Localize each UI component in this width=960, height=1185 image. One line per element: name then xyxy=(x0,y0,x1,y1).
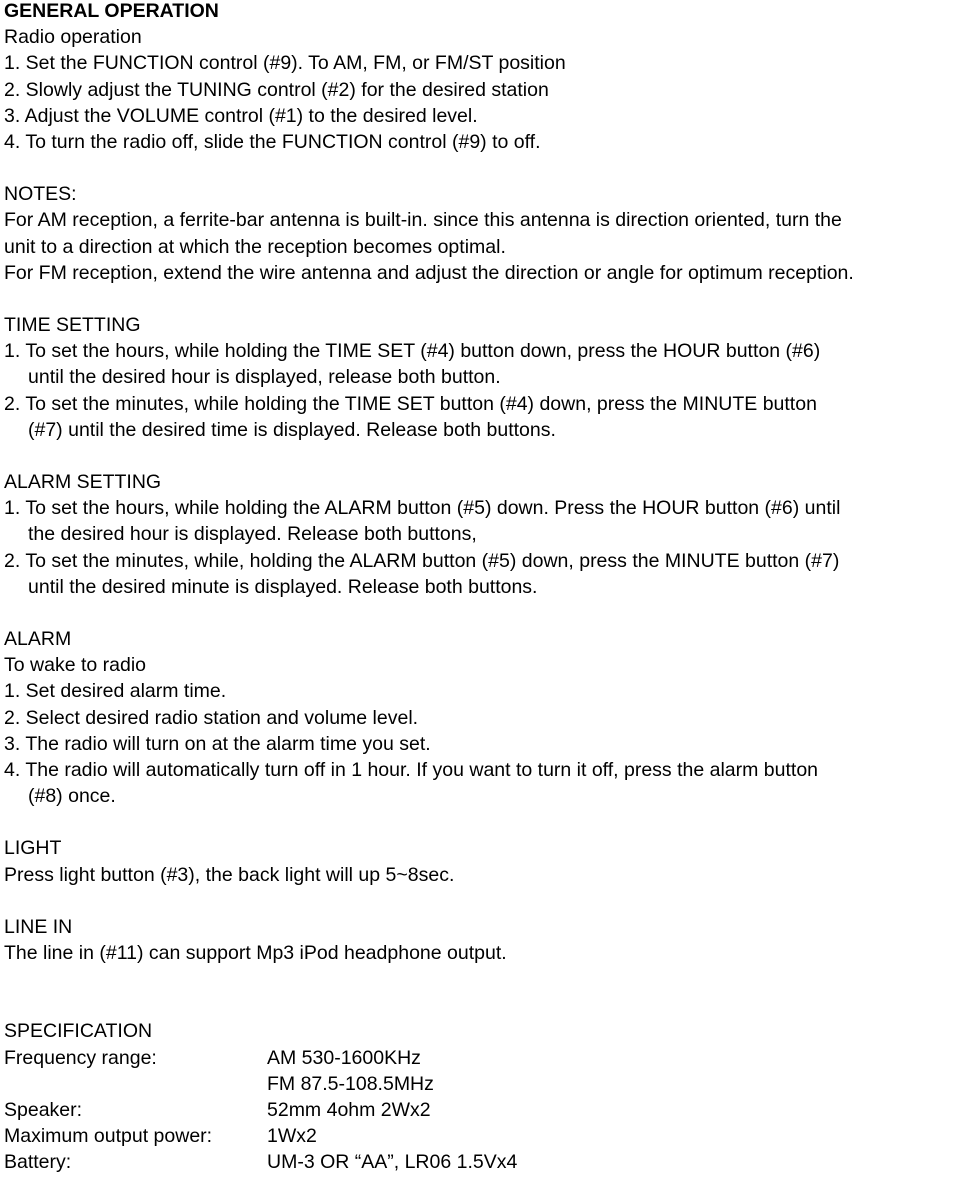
radio-step: 3. Adjust the VOLUME control (#1) to the desired level. xyxy=(4,104,478,127)
light-text: Press light button (#3), the back light will up 5~8sec. xyxy=(4,863,455,886)
alarm-setting-step xyxy=(4,548,956,600)
spec-label xyxy=(4,1071,267,1097)
alarm-section xyxy=(4,626,956,809)
alarm-setting-heading: ALARM SETTING xyxy=(4,471,162,494)
step-text: 4. The radio will automatically turn off in 1 hour. If you want to turn it off, press the alarm button xyxy=(4,759,819,782)
radio-step: 2. Slowly adjust the TUNING control (#2) for the desired station xyxy=(4,78,549,101)
alarm-heading: ALARM xyxy=(4,628,72,651)
line-in-section xyxy=(4,914,956,966)
manual-page xyxy=(4,0,956,1176)
alarm-step: 3. The radio will turn on at the alarm time you set. xyxy=(4,732,431,755)
radio-step: 4. To turn the radio off, slide the FUNCTION control (#9) to off. xyxy=(4,131,541,154)
step-continuation: until the desired minute is displayed. Release both buttons. xyxy=(28,575,538,598)
spec-label: Battery: xyxy=(4,1151,72,1174)
step-text: 2. To set the minutes, while holding the TIME SET button (#4) down, press the MINUTE button xyxy=(4,392,817,415)
light-heading: LIGHT xyxy=(4,837,62,860)
notes-heading: NOTES: xyxy=(4,183,77,206)
spec-label: Speaker: xyxy=(4,1098,83,1121)
spec-value: FM 87.5-108.5MHz xyxy=(267,1072,434,1095)
line-in-heading: LINE IN xyxy=(4,915,73,938)
time-setting-section xyxy=(4,312,956,443)
general-operation-section xyxy=(4,0,956,155)
step-continuation: the desired hour is displayed. Release both buttons, xyxy=(28,523,477,546)
spec-row xyxy=(4,1123,956,1149)
general-operation-heading: GENERAL OPERATION xyxy=(4,0,219,22)
time-setting-step xyxy=(4,391,956,443)
radio-operation-subheading: Radio operation xyxy=(4,26,142,49)
step-text: 2. To set the minutes, while, holding the ALARM button (#5) down, press the MINUTE button (#7) xyxy=(4,549,840,572)
notes-line: For AM reception, a ferrite-bar antenna is built-in. since this antenna is direction oriented, turn the xyxy=(4,209,842,232)
notes-line: For FM reception, extend the wire antenna and adjust the direction or angle for optimum reception. xyxy=(4,261,854,284)
notes-section xyxy=(4,181,956,286)
spec-label: Frequency range: xyxy=(4,1046,157,1069)
spec-value: AM 530-1600KHz xyxy=(267,1046,421,1069)
step-continuation: (#7) until the desired time is displayed. Release both buttons. xyxy=(28,418,556,441)
alarm-subheading: To wake to radio xyxy=(4,654,146,677)
spec-row xyxy=(4,1071,956,1097)
spec-row xyxy=(4,1097,956,1123)
alarm-step: 1. Set desired alarm time. xyxy=(4,680,227,703)
notes-line: unit to a direction at which the reception becomes optimal. xyxy=(4,235,506,258)
time-setting-heading: TIME SETTING xyxy=(4,314,141,337)
specification-heading: SPECIFICATION xyxy=(4,1020,153,1043)
alarm-step xyxy=(4,757,956,809)
step-text: 1. To set the hours, while holding the TIME SET (#4) button down, press the HOUR button (#6) xyxy=(4,340,821,363)
step-continuation: until the desired hour is displayed, release both button. xyxy=(28,366,501,389)
spec-row xyxy=(4,1045,956,1071)
alarm-step: 2. Select desired radio station and volume level. xyxy=(4,706,419,729)
alarm-setting-section xyxy=(4,469,956,600)
spec-label: Maximum output power: xyxy=(4,1125,213,1148)
specification-section xyxy=(4,1018,956,1175)
spec-row xyxy=(4,1149,956,1175)
step-text: 1. To set the hours, while holding the ALARM button (#5) down. Press the HOUR button (#6) until xyxy=(4,497,841,520)
alarm-setting-step xyxy=(4,495,956,547)
step-continuation: (#8) once. xyxy=(28,785,116,808)
time-setting-step xyxy=(4,338,956,390)
spec-value: 1Wx2 xyxy=(267,1125,317,1148)
line-in-text: The line in (#11) can support Mp3 iPod headphone output. xyxy=(4,942,507,965)
spec-value: UM-3 OR “AA”, LR06 1.5Vx4 xyxy=(267,1151,518,1174)
light-section xyxy=(4,835,956,887)
spec-value: 52mm 4ohm 2Wx2 xyxy=(267,1098,431,1121)
radio-step: 1. Set the FUNCTION control (#9). To AM, FM, or FM/ST position xyxy=(4,52,566,75)
